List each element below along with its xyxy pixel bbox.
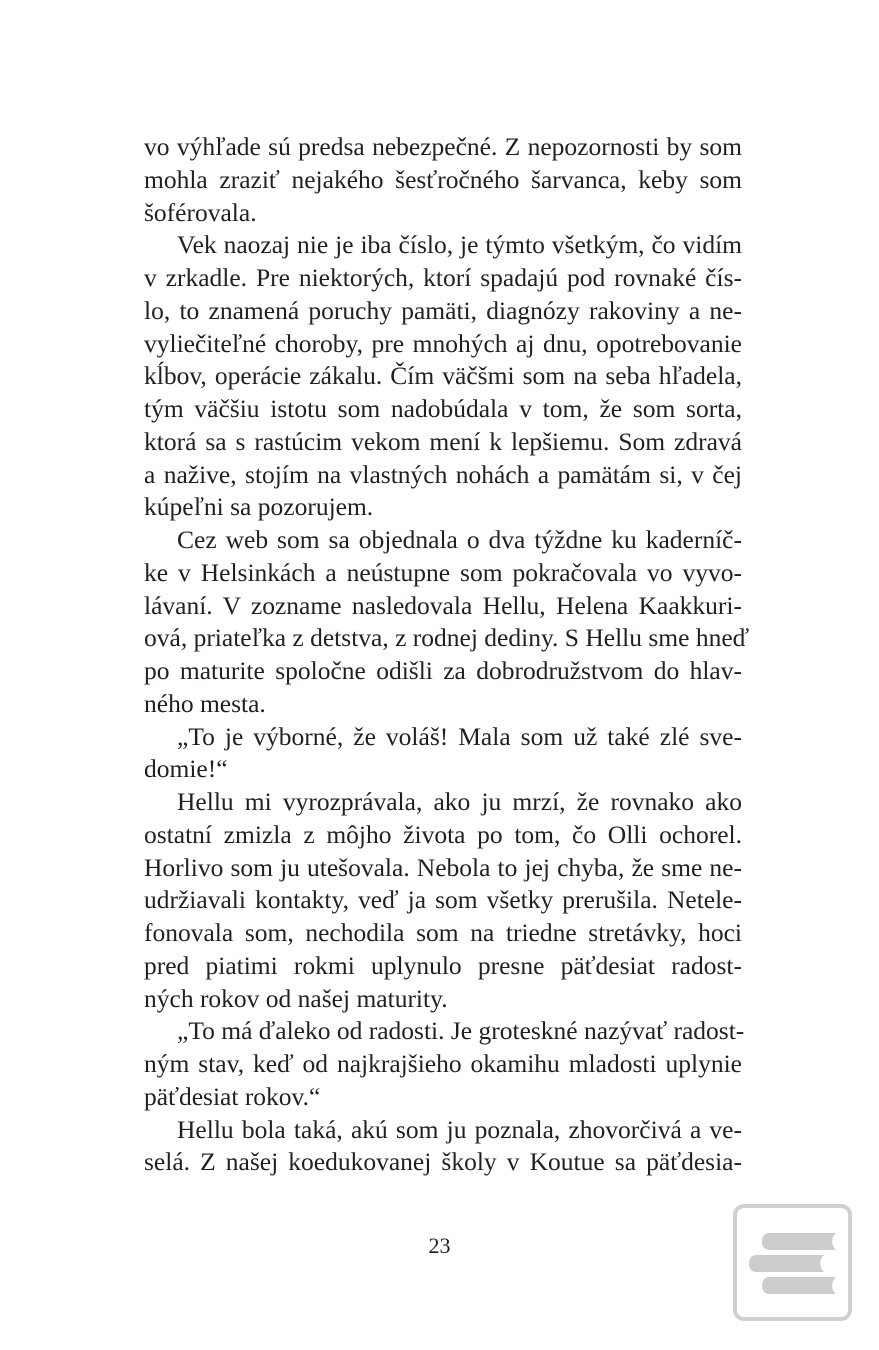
text-line: Hellu mi vyrozprávala, ako ju mrzí, že rovnako ako <box>177 787 742 816</box>
text-line: päťdesiat rokov.“ <box>144 1081 321 1111</box>
text-line: po maturite spoločne odišli za dobrodružstvom do hlav- <box>144 656 742 685</box>
text-line: tým väčšiu istotu som nadobúdala v tom, že som sorta, <box>144 394 742 423</box>
text-line: ným stav, keď od najkrajšieho okamihu mladosti uplynie <box>144 1049 742 1078</box>
books-watermark-icon <box>732 1203 853 1322</box>
text-line: ová, priateľka z detstva, z rodnej dediny. S Hellu sme hneď <box>144 623 750 653</box>
text-line: Horlivo som ju utešovala. Nebola to jej chyba, že sme ne- <box>144 852 742 882</box>
text-line: ného mesta. <box>144 688 266 718</box>
text-line: vyliečiteľné choroby, pre mnohých aj dnu, opotrebovanie <box>144 328 742 358</box>
text-line: Cez web som sa objednala o dva týždne ku kaderníč- <box>177 525 742 554</box>
book-bottom <box>762 1277 836 1294</box>
text-line: mohla zraziť nejakého šesťročného šarvanca, keby som <box>144 164 742 194</box>
text-line: lo, to znamená poruchy pamäti, diagnózy rakoviny a ne- <box>144 295 742 325</box>
text-line: pred piatimi rokmi uplynulo presne päťdesiat radost- <box>144 950 742 980</box>
text-line: vo výhľade sú predsa nebezpečné. Z nepozornosti by som <box>144 132 742 161</box>
text-line: lávaní. V zozname nasledovala Hellu, Helena Kaakkuri- <box>144 590 742 620</box>
text-line: šoférovala. <box>144 197 257 227</box>
text-line: ných rokov od našej maturity. <box>144 983 448 1013</box>
text-line: udržiavali kontakty, veď ja som všetky prerušila. Netele- <box>144 885 742 915</box>
text-line: Vek naozaj nie je iba číslo, je týmto všetkým, čo vidím <box>177 230 742 260</box>
text-line: a nažive, stojím na vlastných nohách a pamätám si, v čej <box>144 459 742 489</box>
text-line: domie!“ <box>144 754 228 784</box>
text-line: „To má ďaleko od radosti. Je groteskné nazývať radost- <box>177 1016 745 1046</box>
text-line: ktorá sa s rastúcim vekom mení k lepšiemu. Som zdravá <box>144 426 742 456</box>
text-line: „To je výborné, že voláš! Mala som už také zlé sve- <box>177 721 742 751</box>
text-line: fonovala som, nechodila som na triedne stretávky, hoci <box>144 918 742 947</box>
page-number: 23 <box>428 1233 451 1258</box>
text-line: Hellu bola taká, akú som ju poznala, zhovorčivá a ve- <box>177 1114 742 1144</box>
page-body-text <box>144 131 750 1179</box>
text-line: ostatní zmizla z môjho života po tom, čo Olli ochorel. <box>144 819 742 849</box>
text-line: v zrkadle. Pre niektorých, ktorí spadajú pod rovnaké čís- <box>144 263 742 292</box>
book-top <box>762 1233 836 1250</box>
text-line: kĺbov, operácie zákalu. Čím väčšmi som na seba hľadela, <box>144 361 742 391</box>
text-line: selá. Z našej koedukovanej školy v Koutue sa päťdesia- <box>144 1147 742 1177</box>
text-line: kúpeľni sa pozorujem. <box>144 492 374 522</box>
book-middle <box>749 1255 824 1272</box>
text-line: ke v Helsinkách a neústupne som pokračovala vo vyvo- <box>144 557 742 587</box>
